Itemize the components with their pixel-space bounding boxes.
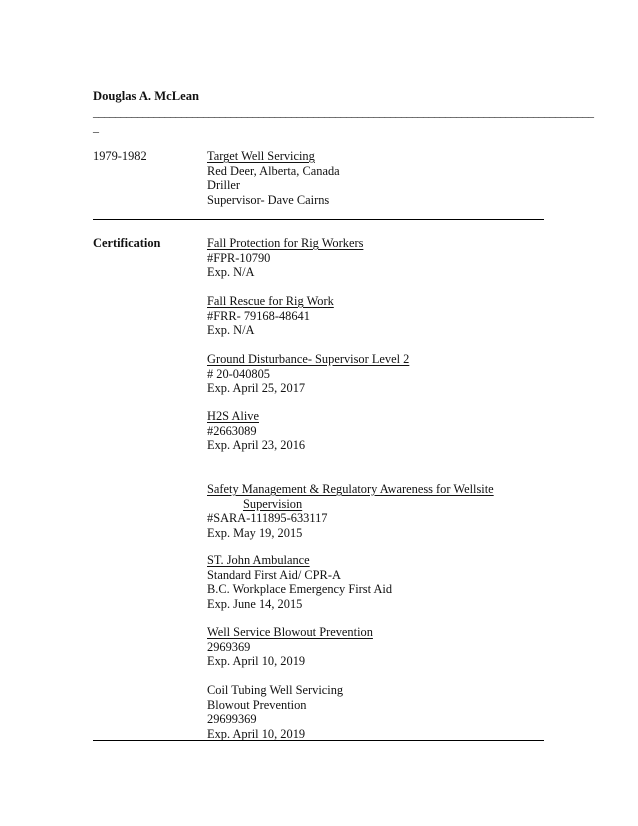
employment-years: 1979-1982 <box>93 149 147 163</box>
cert-line3: B.C. Workplace Emergency First Aid <box>207 582 393 597</box>
section-divider-bottom <box>93 740 544 741</box>
separator-line: ___________________________________________________________________________________________ <box>93 105 594 119</box>
cert-line2: Blowout Prevention <box>207 697 307 712</box>
cert-item <box>207 352 409 396</box>
separator-tail: _ <box>93 120 99 134</box>
employment-details <box>207 149 340 207</box>
cert-title: Fall Protection for Rig Workers <box>207 236 364 250</box>
cert-expiry: Exp. June 14, 2015 <box>207 596 303 611</box>
cert-item <box>207 683 343 741</box>
employment-position: Driller <box>207 178 241 193</box>
cert-title-line1: Safety Management & Regulatory Awareness for Wellsite <box>207 482 494 496</box>
cert-title: Well Service Blowout Prevention <box>207 625 373 639</box>
cert-expiry: Exp. April 10, 2019 <box>207 654 306 669</box>
cert-number: 2969369 <box>207 639 251 654</box>
cert-expiry: Exp. N/A <box>207 323 255 338</box>
cert-number: #2663089 <box>207 423 257 438</box>
cert-number: #SARA-111895-633117 <box>207 511 328 526</box>
cert-title: Coil Tubing Well Servicing <box>207 683 344 697</box>
cert-item <box>207 236 363 280</box>
cert-item <box>207 553 392 611</box>
resume-name: Douglas A. McLean <box>93 89 200 103</box>
cert-item <box>207 409 305 453</box>
cert-expiry: Exp. April 10, 2019 <box>207 726 306 741</box>
section-divider <box>93 219 544 220</box>
cert-title: Fall Rescue for Rig Work <box>207 294 334 308</box>
employment-location: Red Deer, Alberta, Canada <box>207 163 340 178</box>
cert-expiry: Exp. April 23, 2016 <box>207 438 306 453</box>
cert-title-line2: Supervision <box>243 496 303 511</box>
cert-title: ST. John Ambulance <box>207 553 310 567</box>
cert-item <box>207 625 373 669</box>
certification-label: Certification <box>93 236 161 250</box>
employment-company: Target Well Servicing <box>207 149 315 163</box>
cert-expiry: Exp. N/A <box>207 265 255 280</box>
cert-expiry: Exp. April 25, 2017 <box>207 381 306 396</box>
cert-expiry: Exp. May 19, 2015 <box>207 525 303 540</box>
cert-title: H2S Alive <box>207 409 259 423</box>
cert-line2: Standard First Aid/ CPR-A <box>207 567 341 582</box>
cert-number: 29699369 <box>207 712 257 727</box>
cert-item <box>207 294 334 338</box>
cert-number: # 20-040805 <box>207 366 270 381</box>
cert-number: #FPR-10790 <box>207 250 271 265</box>
cert-item <box>207 482 494 540</box>
employment-supervisor: Supervisor- Dave Cairns <box>207 192 330 207</box>
cert-title: Ground Disturbance- Supervisor Level 2 <box>207 352 410 366</box>
cert-number: #FRR- 79168-48641 <box>207 308 310 323</box>
